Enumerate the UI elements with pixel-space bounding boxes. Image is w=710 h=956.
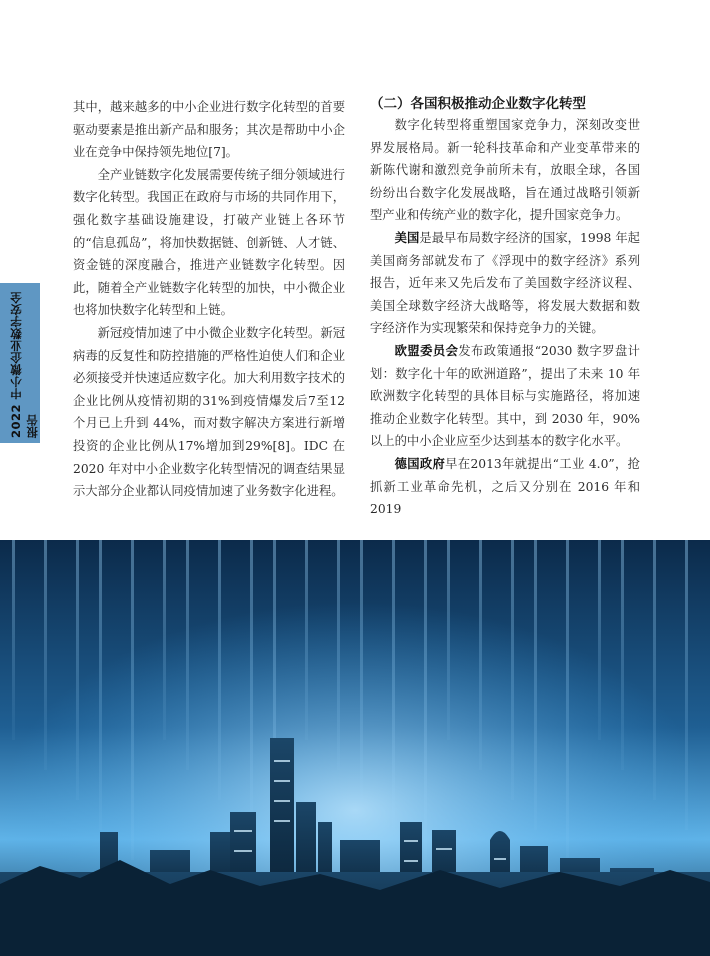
binary-stream [479, 540, 482, 770]
paragraph: 全产业链数字化发展需要传统子细分领域进行数字化转型。我国正在政府与市场的共同作用下，强化数字基础设施建设，打破产业链上各环节的“信息孤岛”，将加快数据链、创新链、人才链、资金链的深度融合，推进产业链数字化转型。因此，随着全产业链数字化转型的加快，中小微企业也将加快数字化转型和上链。 [73, 167, 345, 318]
binary-stream [305, 540, 308, 740]
binary-stream [392, 540, 395, 830]
paragraph [370, 227, 640, 340]
binary-stream [218, 540, 221, 800]
paragraph-text: 数字化转型将重塑国家竞争力，深刻改变世界发展格局。新一轮科技革命和产业变革带来的新陈代谢和激烈竞争前所未有，放眼全球，各国纷纷出台数字化发展战略，旨在通过战略引领新型产业和传统产业的数字化，提升国家竞争力。 [370, 118, 640, 223]
binary-stream [186, 540, 189, 770]
binary-stream [337, 540, 340, 770]
binary-stream [511, 540, 514, 800]
paragraph-text: 发布政策通报“2030 数字罗盘计划：数字化十年的欧洲道路”，提出了未来 10 年欧洲数字化转型的具体目标与实施路径，将加速推动企业数字化转型。其中，到 2030 年，90%以上的中小企业应至少达到基本的数字化水平。 [370, 343, 640, 449]
binary-stream [250, 540, 253, 830]
binary-stream [534, 540, 537, 830]
binary-stream [598, 540, 601, 740]
paragraph: 其中，越来越多的中小企业进行数字化转型的首要驱动要素是推出新产品和服务；其次是帮助中小企业在竞争中保持领先地位[7]。 [73, 100, 345, 160]
country-lead: 美国 [394, 230, 420, 245]
binary-stream [99, 540, 102, 830]
binary-stream [621, 540, 624, 770]
right-text-column [370, 94, 640, 521]
binary-stream [566, 540, 569, 860]
paragraph-text: 是最早布局数字经济的国家，1998 年起美国商务部就发布了《浮现中的数字经济》系列报告，近年来又先后发布了美国数字经济议程、美国全球数字经济大战略等，将发展大数据和数字经济作为实现繁荣和保持竞争力的关键。 [370, 230, 640, 336]
binary-stream [12, 540, 15, 740]
binary-stream [360, 540, 363, 800]
report-side-label: 2022 中小微企业数字安全报告 [9, 291, 39, 438]
binary-stream [163, 540, 166, 740]
paragraph [370, 114, 640, 227]
binary-stream [76, 540, 79, 800]
binary-stream [447, 540, 450, 740]
binary-stream [685, 540, 688, 830]
paragraph: 新冠疫情加速了中小微企业数字化转型。新冠病毒的反复性和防控措施的严格性迫使人们和企业必须接受并快速适应数字化。加大利用数字技术的企业比例从疫情初期的31%到疫情爆发后7至12个月已上升到 44%，而对数字解决方案进行新增投资的企业比例从17%增加到29%[8]。IDC 在 2020 年对中小企业数字化转型情况的调查结果显示大部分企业都认同疫情加速了业务数字化进程。 [73, 325, 345, 499]
binary-stream [424, 540, 427, 860]
binary-stream [131, 540, 134, 860]
paragraph [370, 340, 640, 453]
country-lead: 德国政府 [394, 456, 446, 471]
left-text-column [73, 96, 345, 503]
country-lead: 欧盟委员会 [394, 343, 459, 358]
city-binary-hero-image [0, 540, 710, 956]
binary-stream [653, 540, 656, 800]
paragraph-text: 早在2013年就提出“工业 4.0”，抢抓新工业革命先机，之后又分别在 2016 年和 2019 [370, 456, 640, 517]
section-heading: （二）各国积极推动企业数字化转型 [370, 96, 586, 112]
binary-stream [44, 540, 47, 770]
hero-illustration [0, 540, 710, 956]
paragraph [370, 453, 640, 521]
